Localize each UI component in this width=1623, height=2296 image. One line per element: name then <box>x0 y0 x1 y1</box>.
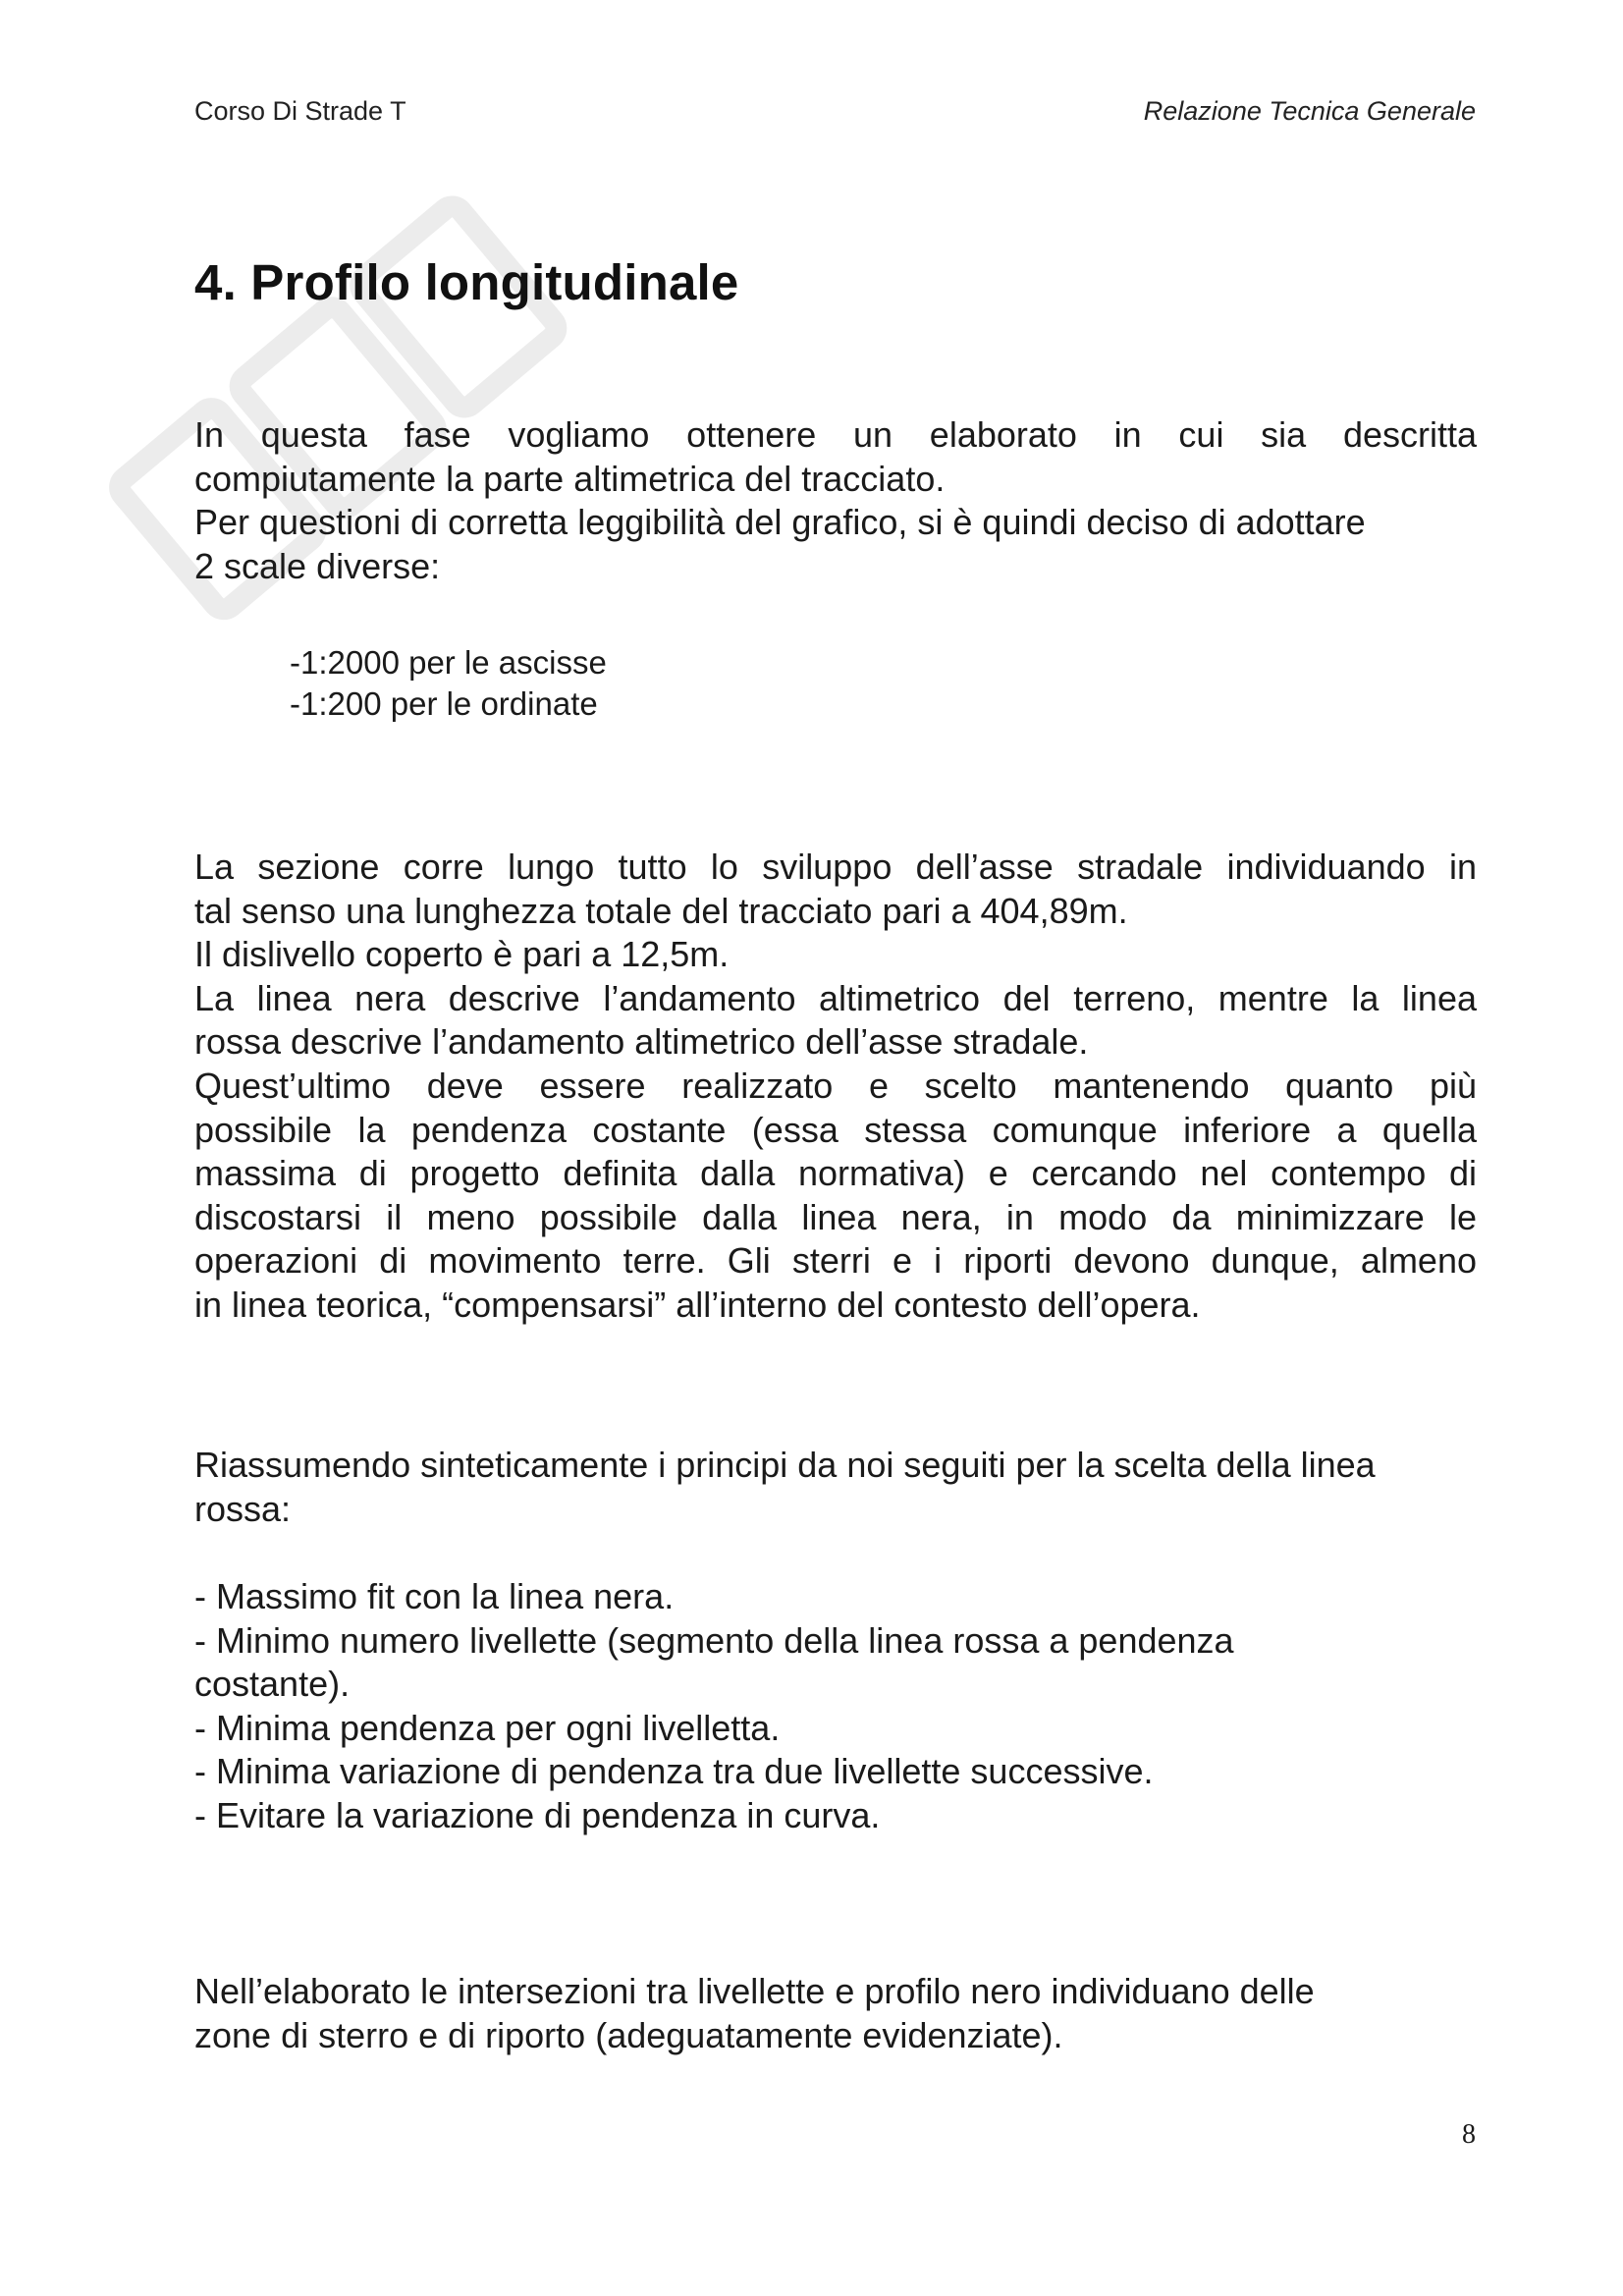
text-line: Il dislivello coperto è pari a 12,5m. <box>194 934 730 975</box>
list-item: - Massimo fit con la linea nera. <box>194 1576 675 1616</box>
text-line: massima di progetto definita dalla normativa) e cercando nel contempo di <box>194 1153 1477 1194</box>
page-number: 8 <box>1462 2119 1476 2150</box>
scale-list <box>290 642 607 725</box>
text-line: Riassumendo sinteticamente i principi da noi seguiti per la scelta della linea <box>194 1445 1376 1485</box>
section-paragraph <box>194 846 1477 1328</box>
text-line: La linea nera descrive l’andamento altimetrico del terreno, mentre la linea <box>194 977 1477 1018</box>
list-item: - Minima pendenza per ogni livelletta. <box>194 1707 781 1748</box>
principles-list <box>194 1575 1477 1838</box>
scale-item-ordinate: -1:200 per le ordinate <box>290 685 598 722</box>
text-line: Quest’ultimo deve essere realizzato e scelto mantenendo quanto più <box>194 1065 1477 1106</box>
text-line: 2 scale diverse: <box>194 545 441 586</box>
text-line: rossa descrive l’andamento altimetrico dell’asse stradale. <box>194 1021 1089 1063</box>
header-course-title: Corso Di Strade T <box>194 96 406 126</box>
section-heading: 4. Profilo longitudinale <box>194 254 739 310</box>
summary-paragraph <box>194 1444 1477 1531</box>
list-item: - Minima variazione di pendenza tra due livellette successive. <box>194 1751 1154 1792</box>
text-line: compiutamente la parte altimetrica del tracciato. <box>194 458 946 499</box>
text-line: zone di sterro e di riporto (adeguatamente evidenziate). <box>194 2014 1063 2055</box>
text-line: La sezione corre lungo tutto lo sviluppo dell’asse stradale individuando in <box>194 847 1477 887</box>
text-line: operazioni di movimento terre. Gli sterri e i riporti devono dunque, almeno <box>194 1240 1477 1282</box>
scale-item-abscissa: -1:2000 per le ascisse <box>290 644 607 681</box>
text-line: in linea teorica, “compensarsi” all’interno del contesto dell’opera. <box>194 1284 1201 1325</box>
list-item: - Minimo numero livellette (segmento della linea rossa a pendenza <box>194 1619 1234 1661</box>
text-line: possibile la pendenza costante (essa stessa comunque inferiore a quella <box>194 1109 1477 1150</box>
header-document-title: Relazione Tecnica Generale <box>1143 96 1476 126</box>
list-item: - Evitare la variazione di pendenza in curva. <box>194 1794 881 1835</box>
text-line: Per questioni di corretta leggibilità del grafico, si è quindi deciso di adottare <box>194 502 1366 543</box>
text-line: tal senso una lunghezza totale del tracciato pari a 404,89m. <box>194 890 1128 931</box>
text-line: discostarsi il meno possibile dalla linea nera, in modo da minimizzare le <box>194 1196 1477 1237</box>
text-line: Nell’elaborato le intersezioni tra livellette e profilo nero individuano delle <box>194 1971 1315 2011</box>
intro-paragraph <box>194 413 1477 588</box>
text-line: In questa fase vogliamo ottenere un elaborato in cui sia descritta <box>194 414 1477 455</box>
text-line: rossa: <box>194 1488 292 1529</box>
closing-paragraph <box>194 1970 1477 2057</box>
list-item: costante). <box>194 1664 351 1705</box>
